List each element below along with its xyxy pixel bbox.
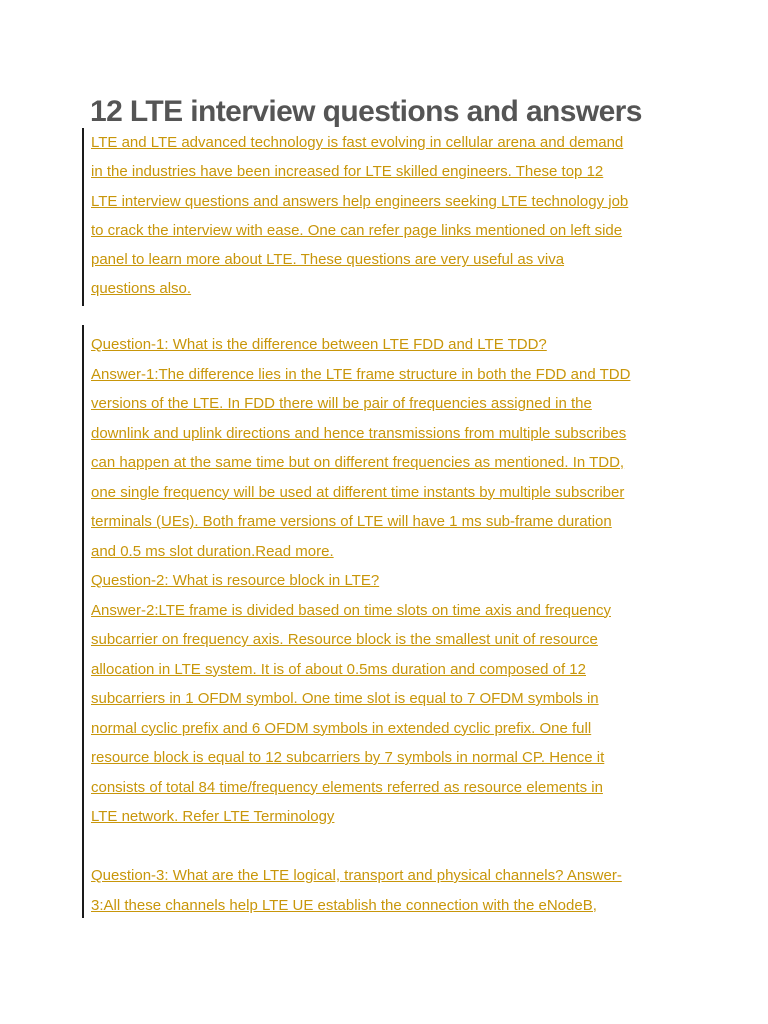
intro-link-line[interactable]: panel to learn more about LTE. These questions are very useful as viva <box>91 251 565 269</box>
answer-3-link-line[interactable]: 3:All these channels help LTE UE establish the connection with the eNodeB, <box>91 896 597 914</box>
answer-1-link-line[interactable]: one single frequency will be used at different time instants by multiple subscriber <box>91 483 625 501</box>
spacer-link[interactable] <box>91 832 630 862</box>
answer-2-link-line[interactable]: subcarrier on frequency axis. Resource block is the smallest unit of resource <box>91 631 598 648</box>
lte-terminology-link[interactable]: LTE network. Refer LTE Terminology <box>91 808 335 825</box>
answer-2-link-line[interactable]: consists of total 84 time/frequency elements referred as resource elements in <box>91 778 603 796</box>
answer-2-link-line[interactable]: normal cyclic prefix and 6 OFDM symbols in extended cyclic prefix. One full <box>91 719 592 737</box>
answer-2-link-line[interactable]: Answer-2:LTE frame is divided based on time slots on time axis and frequency <box>91 601 611 619</box>
answer-2-link-line[interactable]: allocation in LTE system. It is of about 0.5ms duration and composed of 12 <box>91 660 586 678</box>
question-2-link[interactable]: Question-2: What is resource block in LTE? <box>91 572 380 589</box>
answer-1-link-line[interactable]: and 0.5 ms slot duration.Read more. <box>91 542 334 560</box>
qa-section <box>82 325 630 918</box>
question-1-link[interactable]: Question-1: What is the difference between LTE FDD and LTE TDD? <box>91 336 547 353</box>
intro-link-line[interactable]: LTE and LTE advanced technology is fast evolving in cellular arena and demand <box>91 134 624 151</box>
answer-2-link-line[interactable]: subcarriers in 1 OFDM symbol. One time slot is equal to 7 OFDM symbols in <box>91 690 599 707</box>
page-title: 12 LTE interview questions and answers <box>90 95 642 128</box>
answer-1-link-line[interactable]: versions of the LTE. In FDD there will be pair of frequencies assigned in the <box>91 395 592 412</box>
answer-1-link-line[interactable]: Answer-1:The difference lies in the LTE frame structure in both the FDD and TDD <box>91 365 631 383</box>
intro-link-line[interactable]: in the industries have been increased for LTE skilled engineers. These top 12 <box>91 163 604 181</box>
intro-link-line[interactable]: questions also. <box>91 280 192 298</box>
intro-paragraph <box>82 128 628 306</box>
answer-1-link-line[interactable]: can happen at the same time but on different frequencies as mentioned. In TDD, <box>91 454 625 471</box>
intro-link-line[interactable]: LTE interview questions and answers help engineers seeking LTE technology job <box>91 192 629 210</box>
answer-1-link-line[interactable]: terminals (UEs). Both frame versions of LTE will have 1 ms sub-frame duration <box>91 513 612 530</box>
answer-2-link-line[interactable]: resource block is equal to 12 subcarriers by 7 symbols in normal CP. Hence it <box>91 749 605 766</box>
question-3-link[interactable]: Question-3: What are the LTE logical, transport and physical channels? Answer- <box>91 867 622 884</box>
answer-1-link-line[interactable]: downlink and uplink directions and hence transmissions from multiple subscribes <box>91 424 627 442</box>
intro-link-line[interactable]: to crack the interview with ease. One can refer page links mentioned on left side <box>91 221 623 239</box>
